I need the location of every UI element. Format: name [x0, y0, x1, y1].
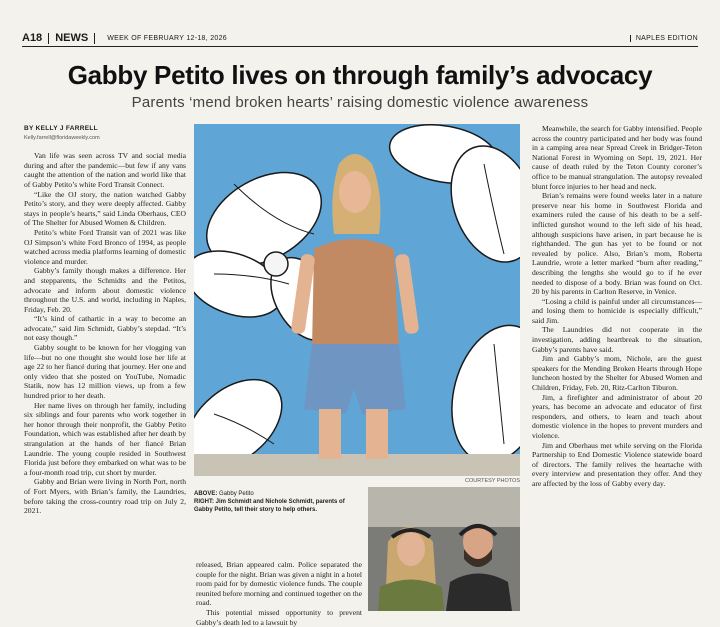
paragraph: “It’s kind of cathartic in a way to become an advocate,” said Jim Schmidt, Gabby’s stepdad. “It’s not easy though.”	[24, 314, 186, 343]
main-photo-illustration	[194, 124, 520, 476]
paragraph: Jim and Gabby’s mom, Nichole, are the guest speakers for the Mending Broken Hearts through Hope luncheon hosted by the Shelter for Abused Women and Children, Friday, Feb. 20, Ritz-Carlton Tiburon.	[532, 354, 702, 393]
paragraph: “Like the OJ story, the nation watched Gabby Petito’s story, and they were deeply affected. Gabby stays in people’s hearts,” said Linda Oberhaus, CEO of The Shelter for Abused Women & Children.	[24, 189, 186, 228]
page-number: A18	[22, 32, 43, 44]
author-email: Kelly.farrell@floridaweekly.com	[24, 134, 100, 141]
photo-credit: COURTESY PHOTOS	[464, 478, 520, 484]
secondary-photo-illustration	[368, 487, 520, 611]
headline: Gabby Petito lives on through family’s advocacy	[67, 60, 653, 90]
paragraph: Brian’s remains were found weeks later in a nature preserve near his home in Southwest Florida and examiners ruled the cause of his death to be a self-inflicted gunshot wound to the left side of his head, although suspicions have arisen, in part because he is righthanded. The gun has yet to be found or not revealed by police. Also, Brian’s mom, Roberta Laundrie, wrote a letter marked “burn after reading,” describing the lengths she would go to if he ever needed to dispose of a body. Brian was found on Oct. 20 by his parents in Carlton Reserve, in Venice.	[532, 191, 702, 297]
paragraph: Gabby and Brian were living in North Port, north of Fort Myers, with Brian’s family, the Laundries, before taking the cross-country road trip on July 2, 2021.	[24, 477, 186, 516]
paragraph: Her name lives on through her family, including six siblings and four parents who work together in her honor through their nonprofit, the Gabby Petito Foundation, which was established after her death by strangulation at the hands of her fiancé Brian Laundrie. The young couple resided in Southwest Florida just before they embarked on what was to be a four-month road trip, cut short by murder.	[24, 400, 186, 477]
paragraph: This potential missed opportunity to prevent Gabby’s death led to a lawsuit by	[196, 607, 362, 627]
paragraph: Gabby sought to be known for her vlogging van life—but no one thought she would lose her life at age 22 to her fiancé during that journey. Her one and only video that she posted on YouTube, Nomadic Statik, now has 12 million views, up from a few hundred prior to her death.	[24, 343, 186, 401]
photo-caption	[194, 490, 364, 514]
page-header	[22, 30, 698, 47]
secondary-photo	[368, 487, 520, 611]
caption-label-above: ABOVE:	[194, 491, 218, 497]
edition-name: NAPLES EDITION	[630, 35, 698, 42]
article-column-3	[532, 124, 702, 489]
article-column-2	[196, 560, 362, 627]
header-divider	[94, 33, 95, 44]
article-column-1	[24, 124, 186, 516]
paragraph: The Laundries did not cooperate in the investigation, adding heartbreak to the situation, Gabby’s parents have said.	[532, 325, 702, 354]
paragraph: Jim, a firefighter and administrator of about 20 years, has become an advocate and educator of first responders, and others, to learn and teach about domestic violence in the hopes to prevent murders and violence.	[532, 392, 702, 440]
paragraph: “Losing a child is painful under all circumstances—and losing them to homicide is especially difficult,” said Jim.	[532, 296, 702, 325]
paragraph: Van life was seen across TV and social media during and after the pandemic—but few if any vans caught the attention of the nation and world like that of Gabby Petito’s white Ford Transit Connect.	[24, 151, 186, 189]
section-name: NEWS	[55, 32, 89, 44]
caption-label-right: RIGHT:	[194, 499, 214, 505]
paragraph: Gabby’s family though makes a difference. Her and stepparents, the Schmidts and the Petitos, advocate and inform about domestic violence throughout the U.S. and world, including in Naples, Friday, Feb. 20.	[24, 266, 186, 314]
main-photo	[194, 124, 520, 476]
caption-text-right: Jim Schmidt and Nichole Schmidt, parents of Gabby Petito, tell their story to help others.	[194, 499, 345, 513]
issue-date: WEEK OF FEBRUARY 12-18, 2026	[107, 34, 227, 42]
paragraph: released, Brian appeared calm. Police separated the couple for the night. Brian was given a night in a hotel room paid for by domestic violence funds. The couple reunited before morning and continued together on the road.	[196, 560, 362, 608]
paragraph: Meanwhile, the search for Gabby intensified. People across the country participated and her body was found in a camping area near Spread Creek in Bridger-Teton National Forest in Wyoming on Sept. 19, 2021. Her cause of death ruled by the Teton County coroner’s office to be manual strangulation. The autopsy revealed blunt force injuries to her head and neck.	[532, 124, 702, 191]
paragraph: Jim and Oberhaus met while serving on the Florida Partnership to End Domestic Violence statewide board of directors. The family relives the heartache with every interview and presentation they offer. And they are affected by the loss of Gabby every day.	[532, 440, 702, 488]
subheadline: Parents ‘mend broken hearts’ raising domestic violence awareness	[131, 94, 589, 111]
header-divider	[48, 33, 49, 44]
byline: BY KELLY J FARRELL	[24, 125, 98, 132]
paragraph: Petito’s white Ford Transit van of 2021 was like OJ Simpson’s white Ford Bronco of 1994, as people watched across media platforms learning of domestic violence and murder.	[24, 227, 186, 266]
caption-text-above: Gabby Petito	[219, 491, 254, 497]
